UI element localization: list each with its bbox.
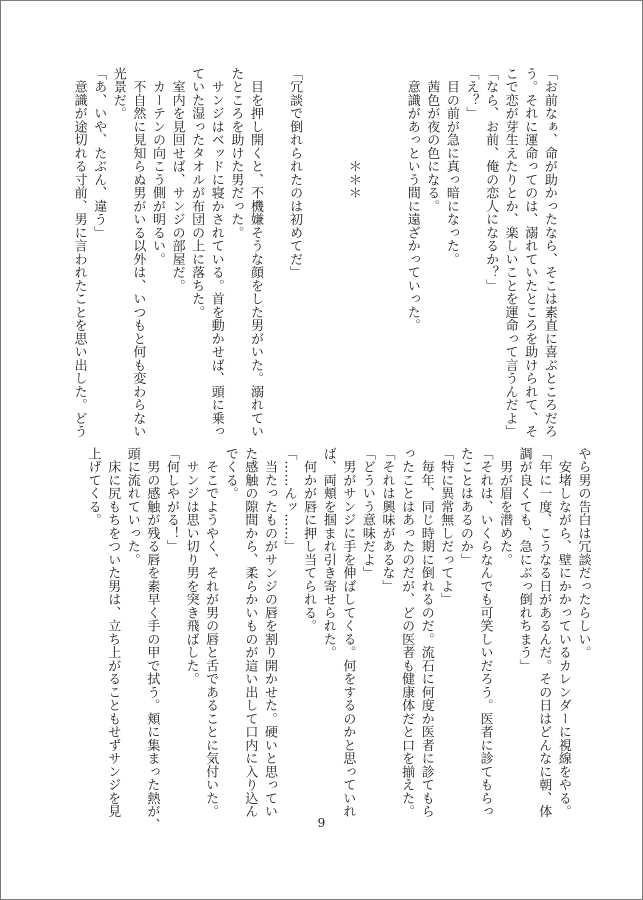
text-line: たことはあるのか」: [457, 447, 473, 567]
text-line: 「それは興味があるな」: [379, 447, 395, 593]
text-line: 意識があっという間に遠ざかっていった。: [404, 67, 420, 332]
text-line: 上げてくる。: [85, 447, 101, 527]
text-line: 「それは、いくらなんでも可笑しいだろう。医者に診てもらっ: [477, 447, 493, 818]
text-line: [383, 67, 403, 427]
text-line: 安堵しながら、壁にかかっているカレンダーに視線をやる。: [555, 447, 571, 818]
text-line: サンジは思い切り男を突き飛ばした。: [183, 447, 199, 686]
text-line: 茜色が夜の色になる。: [424, 67, 440, 213]
text-line: でくる。: [222, 447, 238, 500]
text-line: カーテンの向こう側が明るい。: [149, 67, 165, 266]
text-line: 「……んッ……」: [281, 447, 297, 553]
text-line: 「なら、お前、俺の恋人になるか？」: [483, 67, 499, 293]
text-line: 「え？」: [463, 67, 479, 120]
text-line: 男の感触が残る唇を素早く手の甲で拭う。頬に集まった熱が、: [144, 447, 160, 832]
text-line: こで恋が芽生えたりとか、楽しいことを運命って言うんだよ」: [502, 67, 518, 438]
text-line: う。それに運命ってのは、溺れていたところを助けられて、そ: [522, 67, 538, 438]
text-line: [324, 67, 344, 427]
text-line: ったことはあったのだが、どの医者も健康体だと口を揃えた。: [399, 447, 415, 818]
text-line: 調が良くても、急にぶっ倒れちまう」: [516, 447, 532, 673]
text-line: 毎年、同じ時期に倒れるのだ。流石に何度か医者に診てもら: [418, 447, 434, 818]
text-line: 光景だ。: [110, 67, 126, 120]
text-line: 目を押し開くと、不機嫌そうな顔をした男がいた。溺れてい: [247, 67, 263, 438]
text-line: [265, 67, 285, 427]
text-line: た感触の隙間から、柔らかいものが這い出して口内に入り込ん: [242, 447, 258, 818]
text-line: 男がサンジに手を伸ばしてくる。何をするのかと思っていれ: [340, 447, 356, 818]
text-line: 室内を見回せば、サンジの部屋だ。: [169, 67, 185, 293]
text-line: 当たったものがサンジの唇を割り開かせた。硬いと思ってい: [261, 447, 277, 818]
text-line: [304, 67, 324, 427]
text-line: たところを助けた男だった。: [228, 67, 244, 240]
text-line: 意識が途切れる寸前、男に言われたことを思い出した。どう: [71, 67, 87, 438]
text-line: ＊＊＊: [345, 67, 361, 200]
text-line: 床に尻もちをついた男は、立ち上がることもせずサンジを見: [105, 447, 121, 818]
text-line: やら男の告白は冗談だったらしい。: [575, 447, 591, 659]
text-line: 「特に異常無しだってよ」: [438, 447, 454, 606]
text-line: 頭に流れていった。: [124, 447, 140, 567]
text-line: 「どういう意味だよ」: [359, 447, 375, 580]
text-line: 「年に一度、こうなる日があるんだ。その日はどんなに朝、体: [536, 447, 552, 818]
text-line: 男が眉を潜めた。: [497, 447, 513, 567]
text-line: サンジはベッドに寝かされている。首を動かせば、頭に乗っ: [208, 67, 224, 438]
text-line: そこでようやく、それが男の唇と舌であることに気付いた。: [203, 447, 219, 818]
page-number: 9: [317, 816, 326, 830]
text-line: 「冗談で倒れられたのは初めてだ」: [287, 67, 303, 279]
text-line: ていた湿ったタオルが布団の上に落ちた。: [189, 67, 205, 319]
text-line: 「何しやがる！」: [163, 447, 179, 553]
text-line: 「お前なぁ、命が助かったなら、そこは素直に喜ぶところだろ: [541, 67, 557, 438]
text-line: 目の前が急に真っ暗になった。: [443, 67, 459, 266]
text-line: ば、両頬を掴まれ引き寄せられた。: [320, 447, 336, 659]
text-line: 不自然に見知らぬ男がいる以外は、いつもと何も変わらない: [130, 67, 146, 438]
text-block-lower: [83, 447, 592, 832]
text-block-upper: [69, 67, 559, 438]
text-line: 「あ、いや、たぶん、違う」: [91, 67, 107, 240]
text-line: [363, 67, 383, 427]
text-line: 何かが唇に押し当てられる。: [301, 447, 317, 633]
